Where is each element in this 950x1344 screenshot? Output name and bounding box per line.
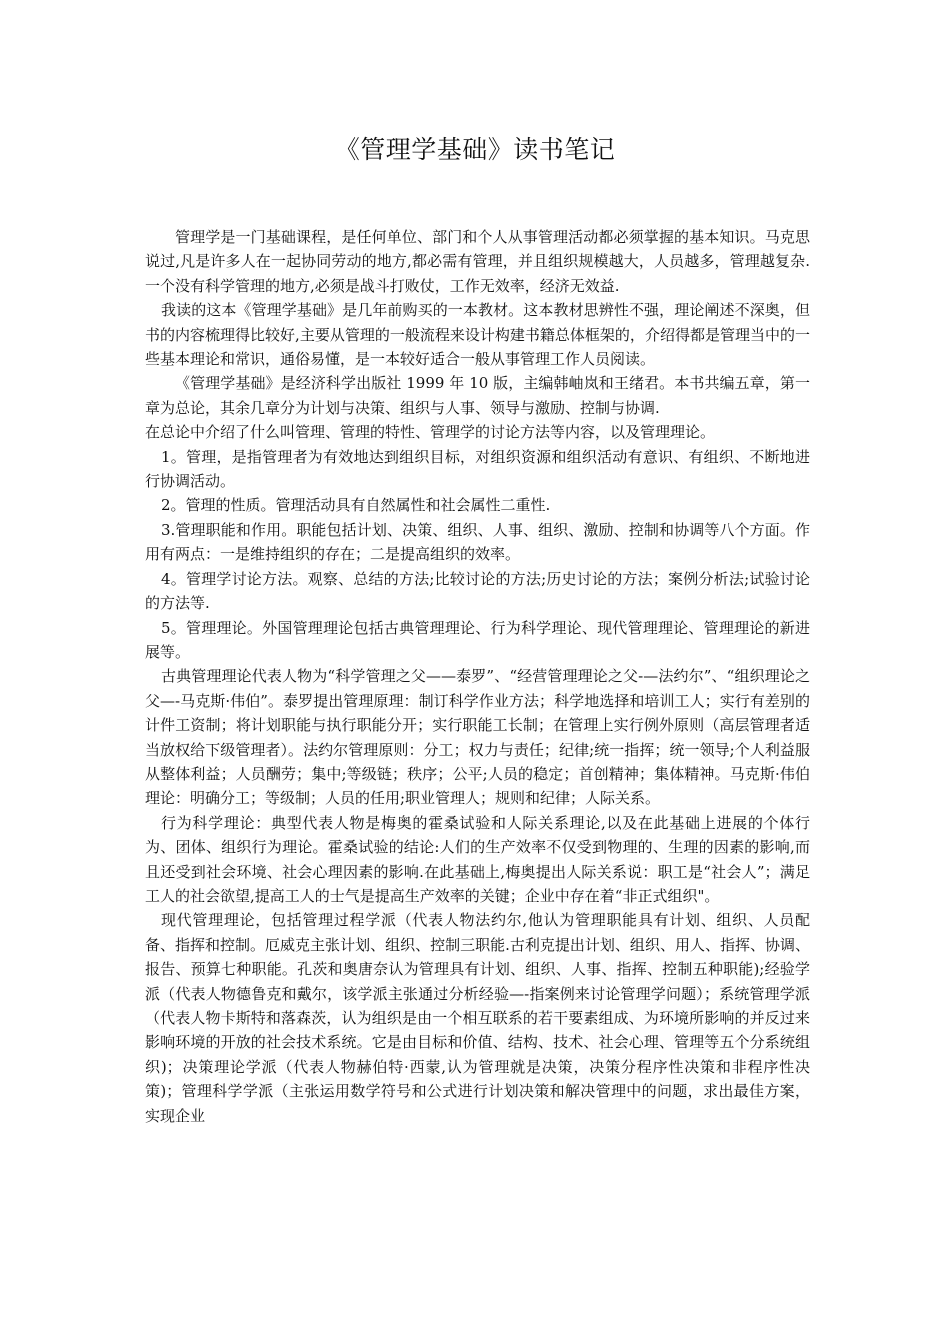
paragraph-item-5: 5。管理理论。外国管理理论包括古典管理理论、行为科学理论、现代管理理论、管理理论的新进展等。 [145,618,810,661]
paragraph-intro: 管理学是一门基础课程，是任何单位、部门和个人从事管理活动都必须掌握的基本知识。马克思说过,凡是许多人在一起协同劳动的地方,都必需有管理，并且组织规模越大，人员越多，管理越复杂.一个没有科学管理的地方,必须是战斗打败仗，工作无效率，经济无效益. [145,228,810,295]
paragraph-item-1: 1。管理，是指管理者为有效地达到组织目标，对组织资源和组织活动有意识、有组织、不断地进行协调活动。 [145,447,810,491]
paragraph-overview: 在总论中介绍了什么叫管理、管理的特性、管理学的讨论方法等内容，以及管理理论。 [145,423,716,442]
document-body [145,225,810,1128]
paragraph-classical-theory: 古典管理理论代表人物为“科学管理之父——泰罗”、“经营管理理论之父-—法约尔”、“组织理论之父—-马克斯·伟伯”。泰罗提出管理原理：制订科学作业方法；科学地选择和培训工人；实行有差别的计件工资制；将计划职能与执行职能分开；实行职能工长制；在管理上实行例外原则（高层管理者适当放权给下级管理者）。法约尔管理原则：分工；权力与责任；纪律;统一指挥；统一领导;个人利益服从整体利益；人员酬劳；集中;等级链；秩序；公平;人员的稳定；首创精神；集体精神。马克斯·伟伯理论：明确分工；等级制；人员的任用;职业管理人；规则和纪律；人际关系。 [145,667,810,808]
paragraph-item-3: 3.管理职能和作用。职能包括计划、决策、组织、人事、组织、激励、控制和协调等八个方面。作用有两点：一是维持组织的存在；二是提高组织的效率。 [145,520,810,564]
document-title: 《管理学基础》读书笔记 [334,135,616,164]
paragraph-item-4: 4。管理学讨论方法。观察、总结的方法;比较讨论的方法;历史讨论的方法；案例分析法;试验讨论的方法等. [145,569,810,613]
paragraph-item-2: 2。管理的性质。管理活动具有自然属性和社会属性二重性. [161,496,551,515]
paragraph-behavioral-theory: 行为科学理论：典型代表人物是梅奥的霍桑试验和人际关系理论,以及在此基础上进展的个体行为、团体、组织行为理论。霍桑试验的结论:人们的生产效率不仅受到物理的、生理的因素的影响,而且还受到社会环境、社会心理因素的影响.在此基础上,梅奥提出人际关系说：职工是“社会人”；满足工人的社会欲望,提高工人的士气是提高生产效率的关键；企业中存在着“非正式组织"。 [145,813,810,905]
paragraph-book-review: 我读的这本《管理学基础》是几年前购买的一本教材。这本教材思辨性不强，理论阐述不深奥，但书的内容梳理得比较好,主要从管理的一般流程来设计构建书籍总体框架的，介绍得都是管理当中的一些基本理论和常识，通俗易懂，是一本较好适合一般从事管理工作人员阅读。 [145,301,810,369]
paragraph-modern-theory: 现代管理理论，包括管理过程学派（代表人物法约尔,他认为管理职能具有计划、组织、人员配备、指挥和控制。厄威克主张计划、组织、控制三职能.古利克提出计划、组织、用人、指挥、协调、报告、预算七种职能。孔茨和奥唐奈认为管理具有计划、组织、人事、指挥、控制五种职能);经验学派（代表人物德鲁克和戴尔，该学派主张通过分析经验—-指案例来讨论管理学问题）；系统管理学派（代表人物卡斯特和落森茨，认为组织是由一个相互联系的若干要素组成、为环境所影响的并反过来影响环境的开放的社会技术系统。它是由目标和价值、结构、技术、社会心理、管理等五个分系统组织)；决策理论学派（代表人物赫伯特·西蒙,认为管理就是决策，决策分程序性决策和非程序性决策)；管理科学学派（主张运用数学符号和公式进行计划决策和解决管理中的问题，求出最佳方案，实现企业 [145,911,810,1125]
paragraph-book-info: 《管理学基础》是经济科学出版社 1999 年 10 版，主编韩岫岚和王绪君。本书共编五章，第一章为总论，其余几章分为计划与决策、组织与人事、领导与激励、控制与协调. [145,374,810,417]
